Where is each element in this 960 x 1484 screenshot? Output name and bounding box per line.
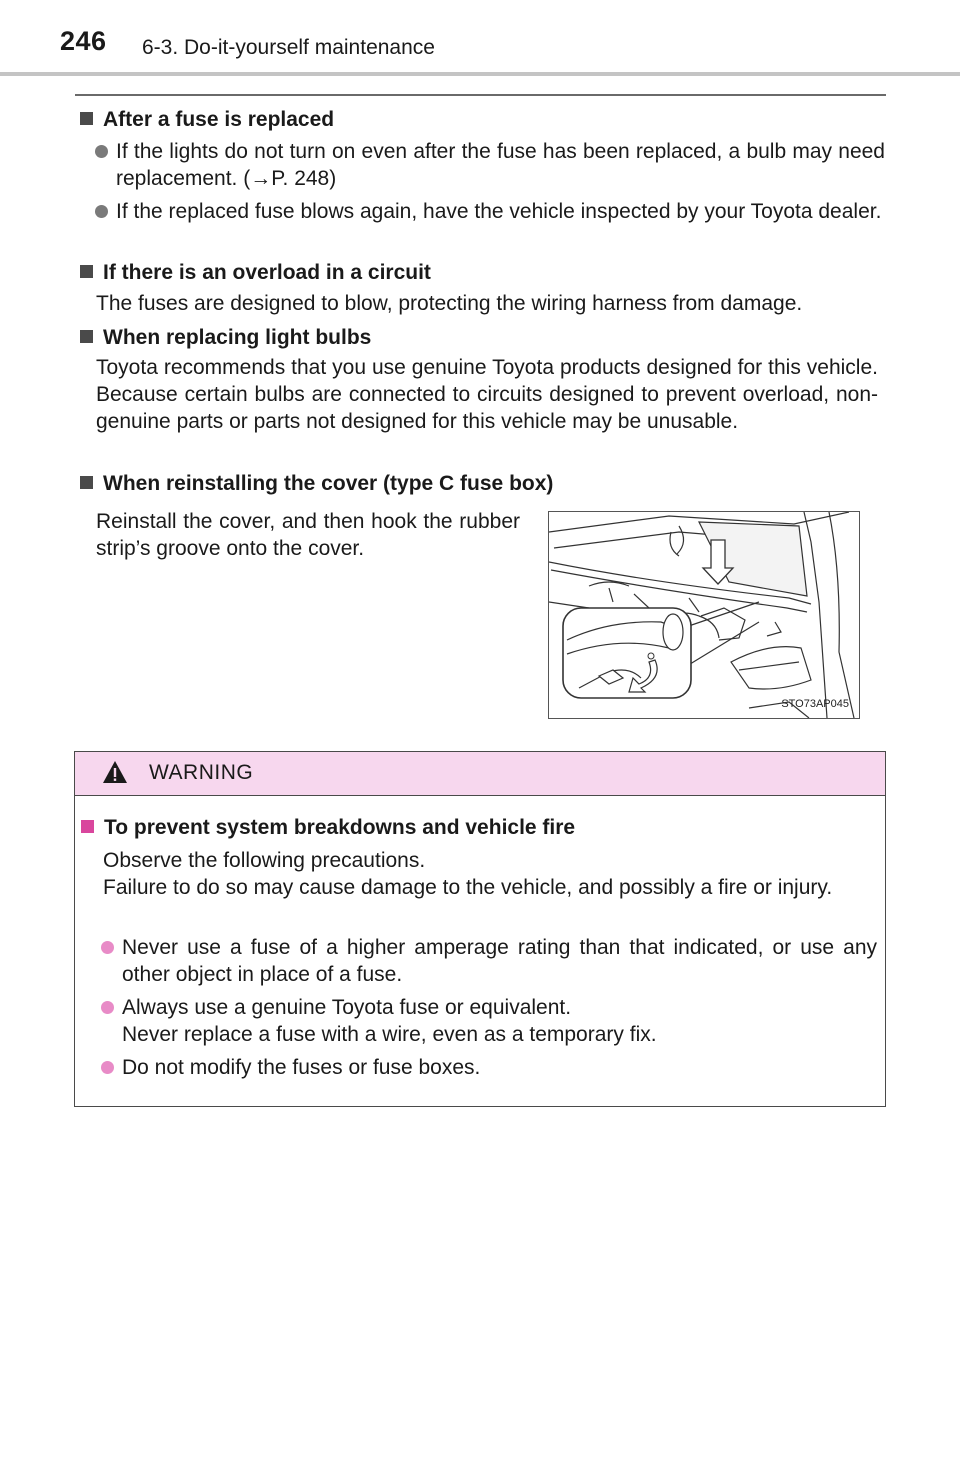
section-heading: After a fuse is replaced <box>80 108 334 132</box>
section-heading: When reinstalling the cover (type C fuse box) <box>80 472 553 496</box>
circle-bullet-icon <box>101 1061 114 1074</box>
section-title: 6-3. Do-it-yourself maintenance <box>142 36 435 59</box>
figure-code: STO73AP045 <box>781 698 849 710</box>
warning-intro <box>103 847 867 901</box>
warning-intro-line: Observe the following precautions. <box>103 849 426 872</box>
page-number: 246 <box>60 26 107 56</box>
warning-heading: To prevent system breakdowns and vehicle fire <box>81 816 575 840</box>
list-item: If the lights do not turn on even after the fuse has been replaced, a bulb may need replacement. (→P. 248) <box>95 138 885 192</box>
square-bullet-icon <box>80 330 93 343</box>
fuse-box-cover-illustration <box>548 511 860 719</box>
illustration-drawing <box>549 512 859 718</box>
warning-intro-line: Failure to do so may cause damage to the vehicle, and possibly a fire or injury. <box>103 876 833 899</box>
warning-box <box>74 751 886 1107</box>
warning-title: WARNING <box>149 761 254 784</box>
list-item: If the replaced fuse blows again, have the vehicle inspected by your Toyota dealer. <box>95 198 885 225</box>
paragraph: The fuses are designed to blow, protecting the wiring harness from damage. <box>96 292 803 315</box>
warning-list-item: Do not modify the fuses or fuse boxes. <box>101 1054 877 1081</box>
section-heading: If there is an overload in a circuit <box>80 261 431 285</box>
warning-triangle-icon <box>102 759 128 785</box>
circle-bullet-icon <box>101 1001 114 1014</box>
warning-header <box>75 752 885 796</box>
square-bullet-icon <box>80 265 93 278</box>
header-divider <box>0 72 960 76</box>
paragraph: Reinstall the cover, and then hook the rubber strip’s groove onto the cover. <box>96 510 520 560</box>
content-divider <box>75 94 886 96</box>
circle-bullet-icon <box>95 205 108 218</box>
square-bullet-icon <box>80 112 93 125</box>
circle-bullet-icon <box>95 145 108 158</box>
warning-list-item: Never use a fuse of a higher amperage rating than that indicated, or use any other object in place of a fuse. <box>101 934 877 988</box>
section-heading: When replacing light bulbs <box>80 326 371 350</box>
page-header <box>0 0 960 80</box>
circle-bullet-icon <box>101 941 114 954</box>
detail-inset <box>563 608 691 698</box>
warning-list-item: Always use a genuine Toyota fuse or equivalent. Never replace a fuse with a wire, even as a temporary fix. <box>101 994 877 1048</box>
paragraph: Toyota recommends that you use genuine Toyota products designed for this vehicle. Because certain bulbs are connected to circuits designed to prevent overload, non-genuine parts or parts not designed for this vehicle may be unusable. <box>96 356 878 433</box>
square-bullet-icon <box>81 820 94 833</box>
square-bullet-icon <box>80 476 93 489</box>
